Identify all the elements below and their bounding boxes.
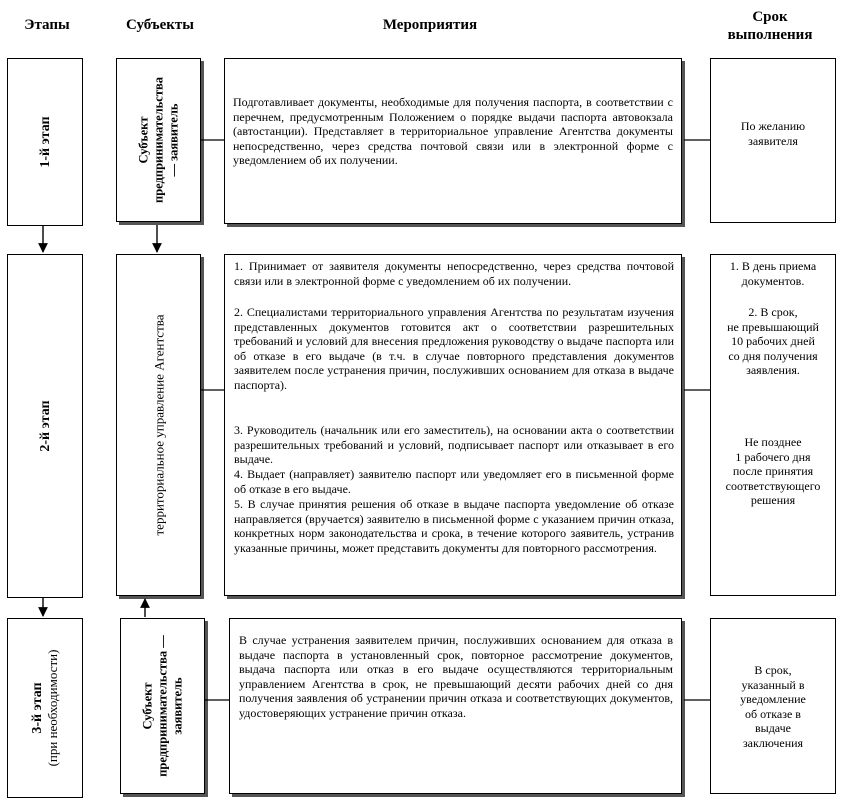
- activities-3-text: В случае устранения заявителем причин, послуживших основанием для отказа в выдаче паспорта в установленный срок, повторное рассмотрение документов, выдача паспорта или отказ в его выдаче осуществляются территориальным управлением Агентства в срок, не превышающий десяти рабочих дней со дня получения заявления об устранении причин отказа и соответствующих документов, удостоверяющих устранение причин отказа.: [239, 633, 673, 720]
- header-deadline-line2: выполнения: [727, 27, 813, 43]
- deadline-2-text-c: Не позднее 1 рабочего дня после принятия соответствующего решения: [725, 435, 821, 508]
- activities-2-item-3: 3. Руководитель (начальник или его заместитель), на основании акта о соответствии разрешительных требований и условий, подписывает паспорт или отказывает в его выдаче.: [234, 423, 674, 467]
- deadline-2-text-b: 2. В срок, не превышающий 10 рабочих дней со дня получения заявления.: [727, 305, 819, 378]
- deadline-1-text: По желанию заявителя: [740, 119, 806, 148]
- subject-3-label: Субъект предпринимательства — заявитель: [140, 635, 184, 777]
- subject-1-label: Субъект предпринимательства — заявитель: [136, 77, 180, 203]
- deadline-2-text-a: 1. В день приема документов.: [729, 259, 817, 288]
- header-stages: Этапы: [24, 17, 70, 33]
- activities-2-item-1: 1. Принимает от заявителя документы непосредственно, через средства почтовой связи или в электронной форме с уведомлением об их получении.: [234, 259, 674, 288]
- stage-1-label: 1-й этап: [38, 116, 53, 168]
- activities-2-item-4: 4. Выдает (направляет) заявителю паспорт или уведомляет его в письменной форме об отказе в его выдаче.: [234, 467, 674, 496]
- header-subjects: Субъекты: [125, 17, 194, 33]
- deadline-3-text: В срок, указанный в уведомление об отказе в выдаче заключения: [740, 663, 806, 750]
- activities-2-item-2: 2. Специалистами территориального управления Агентства по результатам изучения представленных документов готовится акт о соответствии разрешительных требований и условий для внесения предложения руководству о выдаче паспорта или об отказе в его выдаче (в т.ч. в случае повторного представления документов заявителем после устранения причин, послуживших основанием для отказа в выдаче паспорта).: [234, 305, 674, 392]
- subject-2-label: территориальное управление Агентства: [151, 314, 166, 536]
- stage-3-label: 3-й этап (при необходимости): [30, 649, 60, 767]
- activities-2-item-5: 5. В случае принятия решения об отказе в выдаче паспорта уведомление об отказе направляется (вручается) заявителю в письменной форме с указанием причин отказа, конкретных норм законодательства и срока, в течение которого заявитель, устранив указанные причины, может представить документы для повторного рассмотрения.: [234, 497, 674, 555]
- header-activities: Мероприятия: [382, 17, 478, 33]
- activities-1-text: Подготавливает документы, необходимые для получения паспорта, в соответствии с перечнем, предусмотренным Положением о порядке выдачи паспорта автовокзала (автостанции). Представляет в территориальное управление Агентства документы непосредственно, через средства почтовой связи или в электронной форме с уведомлением об их получении.: [233, 95, 673, 168]
- header-deadline-line1: Срок: [752, 9, 788, 25]
- stage-2-label: 2-й этап: [38, 400, 53, 452]
